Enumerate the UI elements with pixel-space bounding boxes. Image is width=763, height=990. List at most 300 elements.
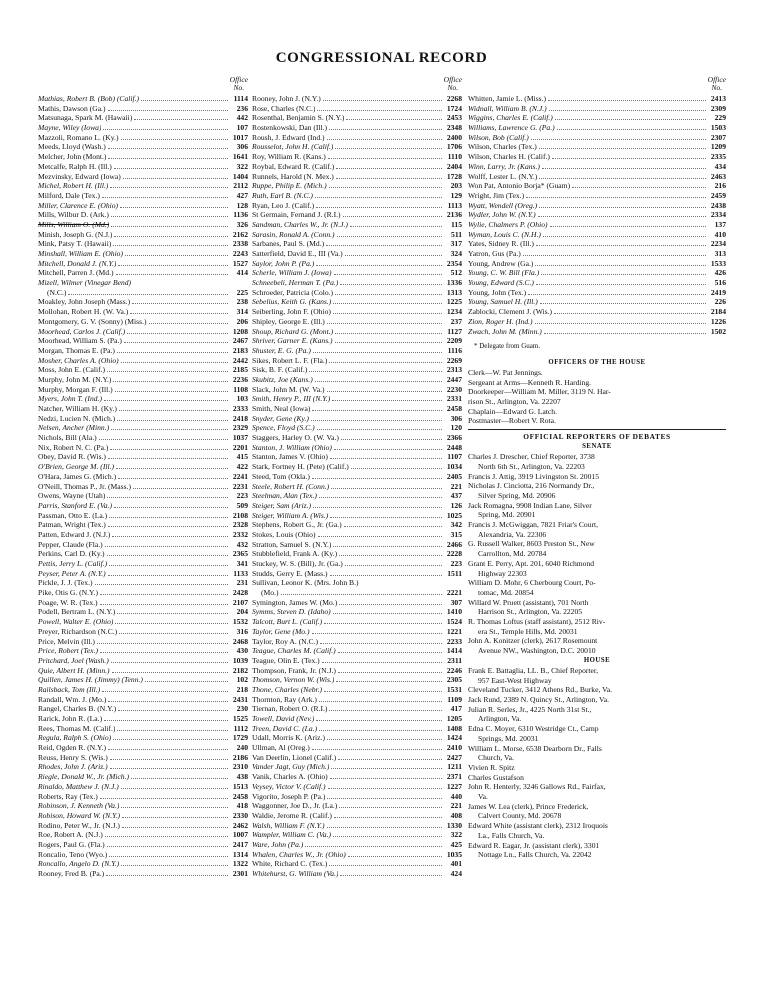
office-number: 2310 bbox=[232, 762, 248, 772]
member-row bbox=[38, 259, 248, 269]
member-row bbox=[252, 714, 462, 724]
senate-line: G. Russell Walker, 8603 Preston St., New bbox=[468, 539, 595, 549]
office-number: 511 bbox=[451, 229, 462, 239]
leader-dots bbox=[121, 139, 229, 140]
member-row bbox=[252, 375, 462, 385]
member-row bbox=[468, 307, 726, 317]
member-name: Young, C. W. Bill (Fla.) bbox=[468, 268, 540, 278]
office-number: 1706 bbox=[446, 142, 462, 152]
leader-dots bbox=[316, 720, 442, 721]
office-number: 2417 bbox=[232, 839, 248, 849]
leader-dots bbox=[99, 439, 228, 440]
member-row bbox=[252, 336, 462, 346]
leader-dots bbox=[110, 759, 228, 760]
leader-dots bbox=[68, 294, 228, 295]
office-number: 2246 bbox=[446, 665, 462, 675]
office-number: 1729 bbox=[232, 733, 248, 743]
office-number: 1410 bbox=[446, 607, 462, 617]
member-row bbox=[252, 704, 462, 714]
member-row bbox=[252, 327, 462, 337]
member-name: Nichols, Bill (Ala.) bbox=[38, 433, 97, 443]
leader-dots bbox=[114, 236, 228, 237]
office-number: 317 bbox=[450, 239, 462, 249]
member-name: Wiggins, Charles E. (Calif.) bbox=[468, 113, 553, 123]
leader-dots bbox=[124, 342, 228, 343]
office-number: 223 bbox=[450, 559, 462, 568]
office-number: 2331 bbox=[446, 394, 462, 404]
office-number: 2354 bbox=[446, 258, 462, 268]
member-name: Treen, David C. (La.) bbox=[252, 723, 318, 733]
member-row bbox=[252, 307, 462, 317]
office-number: 107 bbox=[236, 123, 248, 133]
office-number: 306 bbox=[450, 413, 462, 423]
member-name: Vanik, Charles A. (Ohio) bbox=[252, 772, 328, 782]
member-row bbox=[252, 695, 462, 705]
member-row bbox=[38, 462, 248, 472]
leader-dots bbox=[312, 749, 442, 750]
office-number: 204 bbox=[236, 607, 248, 617]
office-number: 1108 bbox=[233, 384, 248, 394]
member-name: Shipley, George E. (Ill.) bbox=[252, 316, 325, 326]
office-number: 1226 bbox=[710, 316, 726, 326]
leader-dots bbox=[108, 148, 228, 149]
member-row bbox=[38, 762, 248, 772]
member-row bbox=[38, 365, 248, 375]
leader-dots bbox=[334, 274, 442, 275]
leader-dots bbox=[332, 400, 442, 401]
leader-dots bbox=[337, 236, 442, 237]
member-row bbox=[252, 462, 462, 472]
leader-dots bbox=[108, 526, 228, 527]
office-number: 221 bbox=[450, 801, 462, 811]
member-name: Passman, Otto E. (La.) bbox=[38, 510, 108, 520]
senate-line: Grant E. Perry, Apt. 201, 6040 Richmond bbox=[468, 558, 595, 568]
house-line: La., Falls Church, Va. bbox=[478, 830, 545, 840]
leader-dots bbox=[333, 303, 442, 304]
member-row bbox=[468, 133, 726, 143]
member-row bbox=[38, 172, 248, 182]
leader-dots bbox=[311, 420, 442, 421]
leader-dots bbox=[122, 827, 228, 828]
member-row bbox=[38, 385, 248, 395]
office-number: 415 bbox=[236, 452, 248, 462]
leader-dots bbox=[121, 362, 228, 363]
member-name: Steiger, Sam (Ariz.) bbox=[252, 500, 312, 510]
reporters-heading: OFFICIAL REPORTERS OF DEBATES bbox=[523, 432, 671, 442]
leader-dots bbox=[346, 119, 442, 120]
office-number: 326 bbox=[236, 219, 248, 229]
member-row bbox=[38, 162, 248, 172]
house-line: Julian R. Serles, Jr., 4225 North 31st St., bbox=[468, 704, 592, 714]
member-row bbox=[38, 249, 248, 259]
senate-line: Silver Spring, Md. 20906 bbox=[478, 490, 556, 500]
office-number: 2405 bbox=[446, 471, 462, 481]
house-line: Va. bbox=[478, 792, 488, 802]
leader-dots bbox=[326, 245, 442, 246]
member-row bbox=[38, 346, 248, 356]
member-row bbox=[252, 549, 462, 559]
leader-dots bbox=[114, 507, 228, 508]
office-number: 401 bbox=[450, 859, 462, 869]
office-number: 1330 bbox=[446, 820, 462, 830]
member-list bbox=[252, 94, 462, 879]
member-name: Seiberling, John F. (Ohio) bbox=[252, 307, 331, 317]
member-name: Pettis, Jerry L. (Calif.) bbox=[38, 559, 108, 568]
member-row bbox=[38, 394, 248, 404]
member-list bbox=[468, 94, 726, 336]
office-number: 2185 bbox=[232, 365, 248, 375]
member-row bbox=[252, 627, 462, 637]
member-row bbox=[252, 859, 462, 869]
member-name: Mayne, Wiley (Iowa) bbox=[38, 123, 102, 133]
leader-dots bbox=[130, 313, 228, 314]
member-row bbox=[252, 181, 462, 191]
member-row bbox=[252, 452, 462, 462]
office-number: 2209 bbox=[446, 336, 462, 346]
member-column-3 bbox=[468, 76, 726, 860]
leader-dots bbox=[114, 168, 228, 169]
divider bbox=[468, 429, 726, 430]
office-number: 2400 bbox=[446, 132, 462, 142]
member-name: Shriver, Garner E. (Kans.) bbox=[252, 336, 333, 346]
member-name: Young, Edward (S.C.) bbox=[468, 278, 534, 288]
office-number: 2228 bbox=[446, 549, 462, 559]
senate-line: Avenue NW., Washington, D.C. 20010 bbox=[478, 646, 596, 656]
office-number: 2438 bbox=[710, 200, 726, 210]
member-row bbox=[38, 588, 248, 598]
office-number: 307 bbox=[450, 597, 462, 607]
member-row bbox=[468, 230, 726, 240]
member-row bbox=[38, 317, 248, 327]
leader-dots bbox=[119, 633, 228, 634]
member-row bbox=[252, 268, 462, 278]
office-number: 1209 bbox=[710, 142, 726, 152]
member-row bbox=[252, 685, 462, 695]
house-line: Vivien R. Spitz bbox=[468, 762, 515, 772]
member-row bbox=[252, 230, 462, 240]
office-number: 2463 bbox=[710, 171, 726, 181]
member-name: Taylor, Gene (Mo.) bbox=[252, 626, 310, 636]
member-row bbox=[38, 414, 248, 424]
leader-dots bbox=[109, 856, 228, 857]
member-name: Stratton, Samuel S. (N.Y.) bbox=[252, 539, 332, 549]
office-number: 1039 bbox=[232, 655, 248, 665]
leader-dots bbox=[111, 429, 228, 430]
office-number: 315 bbox=[450, 529, 462, 539]
member-row bbox=[38, 685, 248, 695]
office-number: 1408 bbox=[446, 723, 462, 733]
senate-line: Alexandria, Va. 22306 bbox=[478, 529, 547, 539]
member-name: Scherle, William J. (Iowa) bbox=[252, 268, 332, 278]
member-row bbox=[252, 162, 462, 172]
officers-line: Doorkeeper—William M. Miller, 3119 N. Har- bbox=[468, 387, 611, 397]
leader-dots bbox=[334, 449, 442, 450]
office-number: 2183 bbox=[232, 345, 248, 355]
house-line: Edward White (assistant clerk), 2312 Iroquois bbox=[468, 821, 608, 831]
member-row bbox=[252, 743, 462, 753]
member-name: Milford, Dale (Tex.) bbox=[38, 190, 100, 200]
leader-dots bbox=[117, 352, 228, 353]
member-row bbox=[252, 443, 462, 453]
member-name: Moakley, John Joseph (Mass.) bbox=[38, 297, 131, 307]
member-row bbox=[252, 191, 462, 201]
senate-line: tomac, Md. 20854 bbox=[478, 587, 534, 597]
leader-dots bbox=[330, 458, 442, 459]
member-name: Whalen, Charles W., Jr. (Ohio) bbox=[252, 849, 346, 859]
leader-dots bbox=[333, 613, 442, 614]
member-name: Symington, James W. (Mo.) bbox=[252, 597, 338, 607]
senate-line: William D. Mohr, 6 Cherbourg Court, Po- bbox=[468, 578, 596, 588]
member-row bbox=[252, 433, 462, 443]
member-row bbox=[38, 297, 248, 307]
member-name: Wylie, Chalmers P. (Ohio) bbox=[468, 219, 548, 229]
leader-dots bbox=[120, 207, 228, 208]
office-number: 2365 bbox=[232, 549, 248, 559]
office-number: 408 bbox=[450, 810, 462, 820]
member-name: Metcalfe, Ralph H. (Ill.) bbox=[38, 161, 112, 171]
member-row bbox=[38, 220, 248, 230]
member-name: Steed, Tom (Okla.) bbox=[252, 471, 310, 481]
leader-dots bbox=[540, 303, 706, 304]
office-number: 417 bbox=[450, 704, 462, 714]
member-name: Wolff, Lester L. (N.Y.) bbox=[468, 171, 538, 181]
leader-dots bbox=[316, 265, 442, 266]
member-row bbox=[38, 666, 248, 676]
leader-dots bbox=[345, 255, 442, 256]
leader-dots bbox=[131, 778, 228, 779]
office-number: 2313 bbox=[446, 365, 462, 375]
leader-dots bbox=[100, 604, 228, 605]
member-row bbox=[252, 123, 462, 133]
leader-dots bbox=[554, 313, 706, 314]
leader-dots bbox=[336, 168, 442, 169]
house-line: 957 East-West Highway bbox=[478, 675, 552, 685]
senate-line: Charles J. Drescher, Chief Reporter, 3738 bbox=[468, 452, 595, 462]
house-line: Frank E. Battaglia, LL. B., Chief Reporter, bbox=[468, 665, 599, 675]
leader-dots bbox=[549, 110, 706, 111]
office-number: 509 bbox=[236, 500, 248, 510]
office-number: 414 bbox=[236, 268, 248, 278]
office-number: 238 bbox=[236, 297, 248, 307]
office-number: 314 bbox=[236, 307, 248, 317]
member-name: Stark, Fortney H. (Pete) (Calif.) bbox=[252, 462, 349, 472]
office-number: 2410 bbox=[446, 743, 462, 753]
member-name: Myers, John T. (Ind.) bbox=[38, 394, 102, 404]
office-number: 120 bbox=[450, 423, 462, 433]
senate-line: John A. Konitzer (clerk), 2617 Rosemount bbox=[468, 636, 598, 646]
member-name: Moorhead, William S. (Pa.) bbox=[38, 336, 122, 346]
member-row bbox=[468, 268, 726, 278]
leader-dots bbox=[313, 507, 442, 508]
office-number: 426 bbox=[714, 268, 726, 278]
member-name: Murphy, John M. (N.Y.) bbox=[38, 374, 112, 384]
member-row bbox=[38, 491, 248, 501]
member-row bbox=[38, 482, 248, 492]
office-number: 2333 bbox=[232, 404, 248, 413]
office-number: 2335 bbox=[710, 152, 726, 162]
leader-dots bbox=[112, 672, 228, 673]
member-name: Widnall, William B. (N.J.) bbox=[468, 103, 547, 113]
leader-dots bbox=[110, 449, 228, 450]
leader-dots bbox=[106, 875, 228, 876]
member-row bbox=[252, 850, 462, 860]
office-number: 1503 bbox=[710, 123, 726, 133]
member-row bbox=[38, 152, 248, 162]
leader-dots bbox=[539, 178, 706, 179]
member-row bbox=[252, 840, 462, 850]
member-name: Mollohan, Robert H. (W. Va.) bbox=[38, 307, 129, 317]
member-row bbox=[468, 113, 726, 123]
member-name: O'Neill, Thomas P., Jr. (Mass.) bbox=[38, 481, 131, 491]
member-row bbox=[252, 356, 462, 366]
leader-dots bbox=[113, 381, 228, 382]
member-row bbox=[38, 637, 248, 647]
member-name: Rostenkowski, Dan (Ill.) bbox=[252, 123, 328, 133]
officers-line: Chaplain—Edward G. Latch. bbox=[468, 406, 557, 416]
leader-dots bbox=[526, 197, 706, 198]
member-row bbox=[38, 123, 248, 133]
office-number: 432 bbox=[236, 539, 248, 549]
office-number: 216 bbox=[714, 181, 726, 191]
member-name: Udall, Morris K. (Ariz.) bbox=[252, 733, 325, 743]
leader-dots bbox=[544, 333, 706, 334]
office-number: 2428 bbox=[232, 588, 248, 598]
member-row bbox=[38, 230, 248, 240]
leader-dots bbox=[107, 497, 228, 498]
member-row bbox=[468, 142, 726, 152]
office-number: 1513 bbox=[232, 781, 248, 791]
member-row bbox=[468, 327, 726, 337]
member-row bbox=[252, 637, 462, 647]
member-name: Whitten, Jamie L. (Miss.) bbox=[468, 94, 547, 103]
member-name: Vigorito, Joseph P. (Pa.) bbox=[252, 791, 326, 801]
member-row bbox=[252, 869, 462, 879]
member-row bbox=[38, 840, 248, 850]
leader-dots bbox=[538, 216, 706, 217]
office-number: 2184 bbox=[710, 307, 726, 317]
house-line: Edward R. Eagar, Jr. (assistant clerk), 3301 bbox=[468, 840, 600, 850]
leader-dots bbox=[109, 565, 228, 566]
member-name: Robinson, J. Kenneth (Va.) bbox=[38, 801, 120, 811]
member-name: (N.C.) bbox=[47, 287, 67, 297]
member-name: Perkins, Carl D. (Ky.) bbox=[38, 549, 105, 559]
member-name: Rarick, John R. (La.) bbox=[38, 714, 103, 723]
office-number: 2467 bbox=[232, 336, 248, 346]
leader-dots bbox=[122, 817, 228, 818]
member-row bbox=[38, 472, 248, 482]
office-number: 2413 bbox=[710, 94, 726, 103]
office-number: 221 bbox=[450, 481, 462, 491]
member-row bbox=[38, 617, 248, 627]
member-name: Reid, Ogden R. (N.Y.) bbox=[38, 743, 106, 753]
member-row bbox=[38, 278, 248, 288]
member-name: Mathias, Robert B. (Bob) (Calif.) bbox=[38, 94, 140, 103]
member-name: Rogers, Paul G. (Fla.) bbox=[38, 839, 105, 849]
senate-line: Carrollton, Md. 20784 bbox=[478, 549, 547, 559]
leader-dots bbox=[121, 865, 228, 866]
leader-dots bbox=[117, 613, 228, 614]
officers-line: Clerk—W. Pat Jennings. bbox=[468, 367, 543, 377]
member-name: Reuss, Henry S. (Wis.) bbox=[38, 752, 108, 762]
member-name: Patten, Edward J. (N.J.) bbox=[38, 529, 111, 539]
leader-dots bbox=[329, 710, 442, 711]
member-row bbox=[252, 414, 462, 424]
office-number: 1533 bbox=[710, 258, 726, 268]
office-number: 2453 bbox=[446, 113, 462, 123]
leader-dots bbox=[313, 352, 442, 353]
member-name: Veysey, Victor V. (Calif.) bbox=[252, 781, 326, 791]
officers-line: Sergeant at Arms—Kenneth R. Harding. bbox=[468, 377, 592, 387]
leader-dots bbox=[319, 497, 442, 498]
member-name: Pickle, J. J. (Tex.) bbox=[38, 578, 93, 588]
office-number: 322 bbox=[236, 161, 248, 171]
leader-dots bbox=[111, 216, 228, 217]
leader-dots bbox=[112, 536, 228, 537]
senate-line: Highway 22303 bbox=[478, 568, 527, 578]
member-name: Wright, Jim (Tex.) bbox=[468, 190, 525, 200]
member-name: Meeds, Lloyd (Wash.) bbox=[38, 142, 106, 152]
office-number: 1322 bbox=[232, 859, 248, 869]
member-name: Walsh, William F. (N.Y.) bbox=[252, 820, 325, 830]
leader-dots bbox=[348, 856, 442, 857]
member-row bbox=[252, 259, 462, 269]
leader-dots bbox=[324, 623, 442, 624]
house-line: Edna C. Moyer, 6310 Westridge Ct., Camp bbox=[468, 724, 599, 734]
leader-dots bbox=[324, 691, 442, 692]
member-name: Studds, Gerry E. (Mass.) bbox=[252, 568, 328, 578]
member-row bbox=[252, 598, 462, 608]
office-number: 1208 bbox=[232, 326, 248, 336]
office-number: 2329 bbox=[232, 423, 248, 433]
office-number: 410 bbox=[714, 229, 726, 239]
member-row bbox=[252, 607, 462, 617]
member-row bbox=[38, 104, 248, 114]
member-row bbox=[252, 772, 462, 782]
leader-dots bbox=[318, 536, 443, 537]
leader-dots bbox=[523, 255, 706, 256]
office-number: 1313 bbox=[446, 287, 462, 297]
office-number: 1532 bbox=[232, 617, 248, 627]
leader-dots bbox=[109, 517, 228, 518]
member-name: Saylor, John P. (Pa.) bbox=[252, 258, 315, 268]
office-number: 2112 bbox=[233, 181, 248, 191]
member-row bbox=[252, 559, 462, 569]
leader-dots bbox=[333, 836, 442, 837]
member-row bbox=[252, 588, 462, 598]
leader-dots bbox=[309, 371, 442, 372]
office-number: 1234 bbox=[446, 307, 462, 317]
member-name: Stokes, Louis (Ohio) bbox=[252, 529, 316, 539]
leader-dots bbox=[336, 681, 442, 682]
member-row bbox=[38, 675, 248, 685]
office-header: Office No. bbox=[707, 75, 726, 92]
member-name: Rangel, Charles B. (N.Y.) bbox=[38, 704, 117, 714]
leader-dots bbox=[327, 798, 442, 799]
member-row bbox=[252, 569, 462, 579]
member-row bbox=[252, 821, 462, 831]
member-name: Mazzoli, Romano L. (Ky.) bbox=[38, 132, 119, 142]
office-number: 438 bbox=[236, 772, 248, 782]
office-number: 1221 bbox=[446, 626, 462, 636]
officers-line: Postmaster—Robert V. Rota. bbox=[468, 416, 556, 426]
member-name: Murphy, Morgan F. (Ill.) bbox=[38, 384, 113, 394]
office-number: 102 bbox=[236, 675, 248, 685]
member-name: Symms, Steven D. (Idaho) bbox=[252, 607, 331, 617]
office-number: 2241 bbox=[232, 471, 248, 481]
leader-dots bbox=[543, 236, 706, 237]
office-number: 223 bbox=[236, 491, 248, 501]
member-name: Moss, John E. (Calif.) bbox=[38, 365, 106, 375]
